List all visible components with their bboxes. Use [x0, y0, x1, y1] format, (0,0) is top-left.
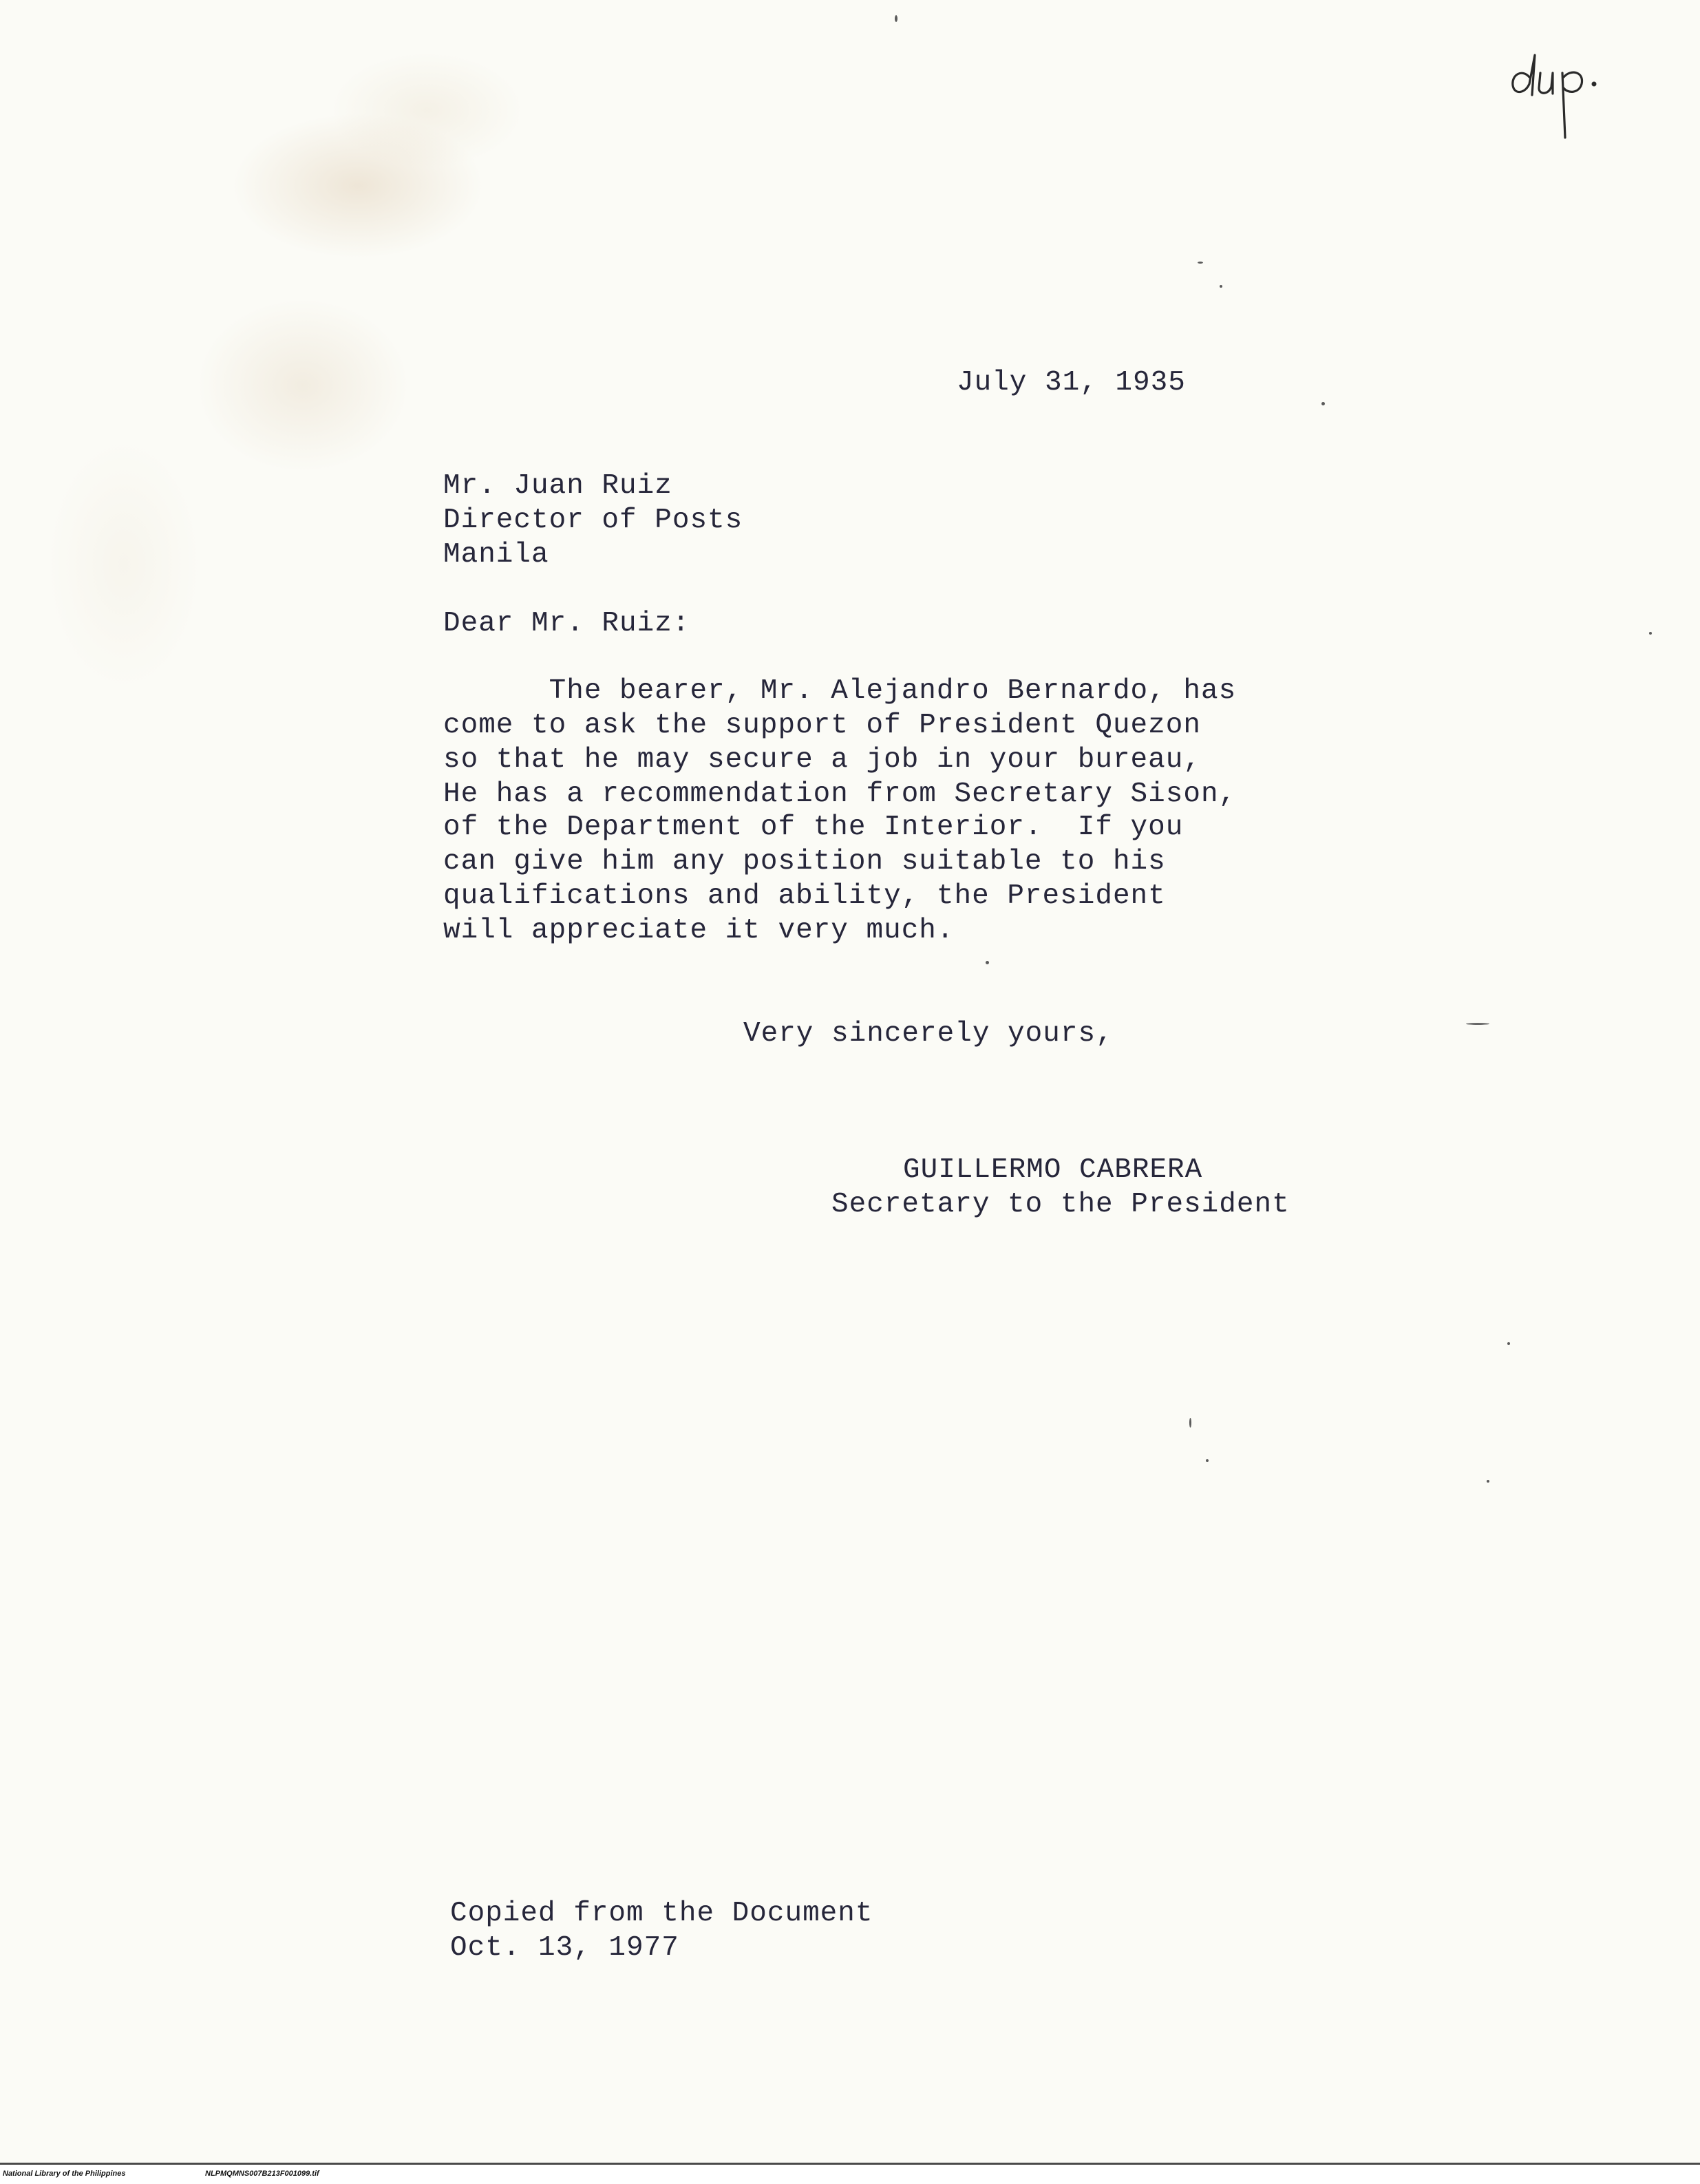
body-line: of the Department of the Interior. If you: [443, 812, 1184, 843]
recipient-city: Manila: [443, 539, 549, 571]
signatory-title: Secretary to the President: [831, 1189, 1290, 1220]
recipient-name: Mr. Juan Ruiz: [443, 470, 672, 502]
recipient-title: Director of Posts: [443, 505, 743, 536]
closing: Very sincerely yours,: [743, 1018, 1114, 1050]
paper-speck: [895, 15, 897, 22]
body-line: qualifications and ability, the President: [443, 880, 1166, 912]
footer-file-id: NLPMQMNS007B213F001099.tif: [205, 2170, 319, 2178]
paper-speck: [1466, 1023, 1489, 1025]
body-line: He has a recommendation from Secretary Sison,: [443, 778, 1237, 810]
copy-note-line: Copied from the Document: [450, 1898, 873, 1929]
footer-credit: National Library of the Philippines: [3, 2170, 126, 2178]
paper-speck: [1321, 402, 1325, 405]
body-line: will appreciate it very much.: [443, 915, 955, 946]
paper-speck: [1189, 1418, 1191, 1428]
signatory-name: GUILLERMO CABRERA: [903, 1154, 1203, 1186]
body-line: come to ask the support of President Quezon: [443, 710, 1201, 741]
salutation: Dear Mr. Ruiz:: [443, 608, 690, 639]
paper-speck: [1198, 262, 1203, 264]
handwritten-dup-mark: [1507, 41, 1604, 145]
copy-note-date: Oct. 13, 1977: [450, 1932, 679, 1964]
paper-speck: [986, 961, 989, 964]
body-line: can give him any position suitable to his: [443, 846, 1166, 878]
handwritten-annotation: [1507, 41, 1604, 148]
paper-speck: [1649, 632, 1652, 635]
paper-speck: [1487, 1480, 1489, 1483]
paper-speck: [1206, 1459, 1209, 1462]
letter-date: July 31, 1935: [957, 367, 1186, 399]
body-line: The bearer, Mr. Alejandro Bernardo, has: [443, 675, 1237, 707]
paper-speck: [1507, 1342, 1510, 1345]
paper-speck: [1220, 285, 1222, 288]
body-line: so that he may secure a job in your bureau,: [443, 744, 1201, 776]
